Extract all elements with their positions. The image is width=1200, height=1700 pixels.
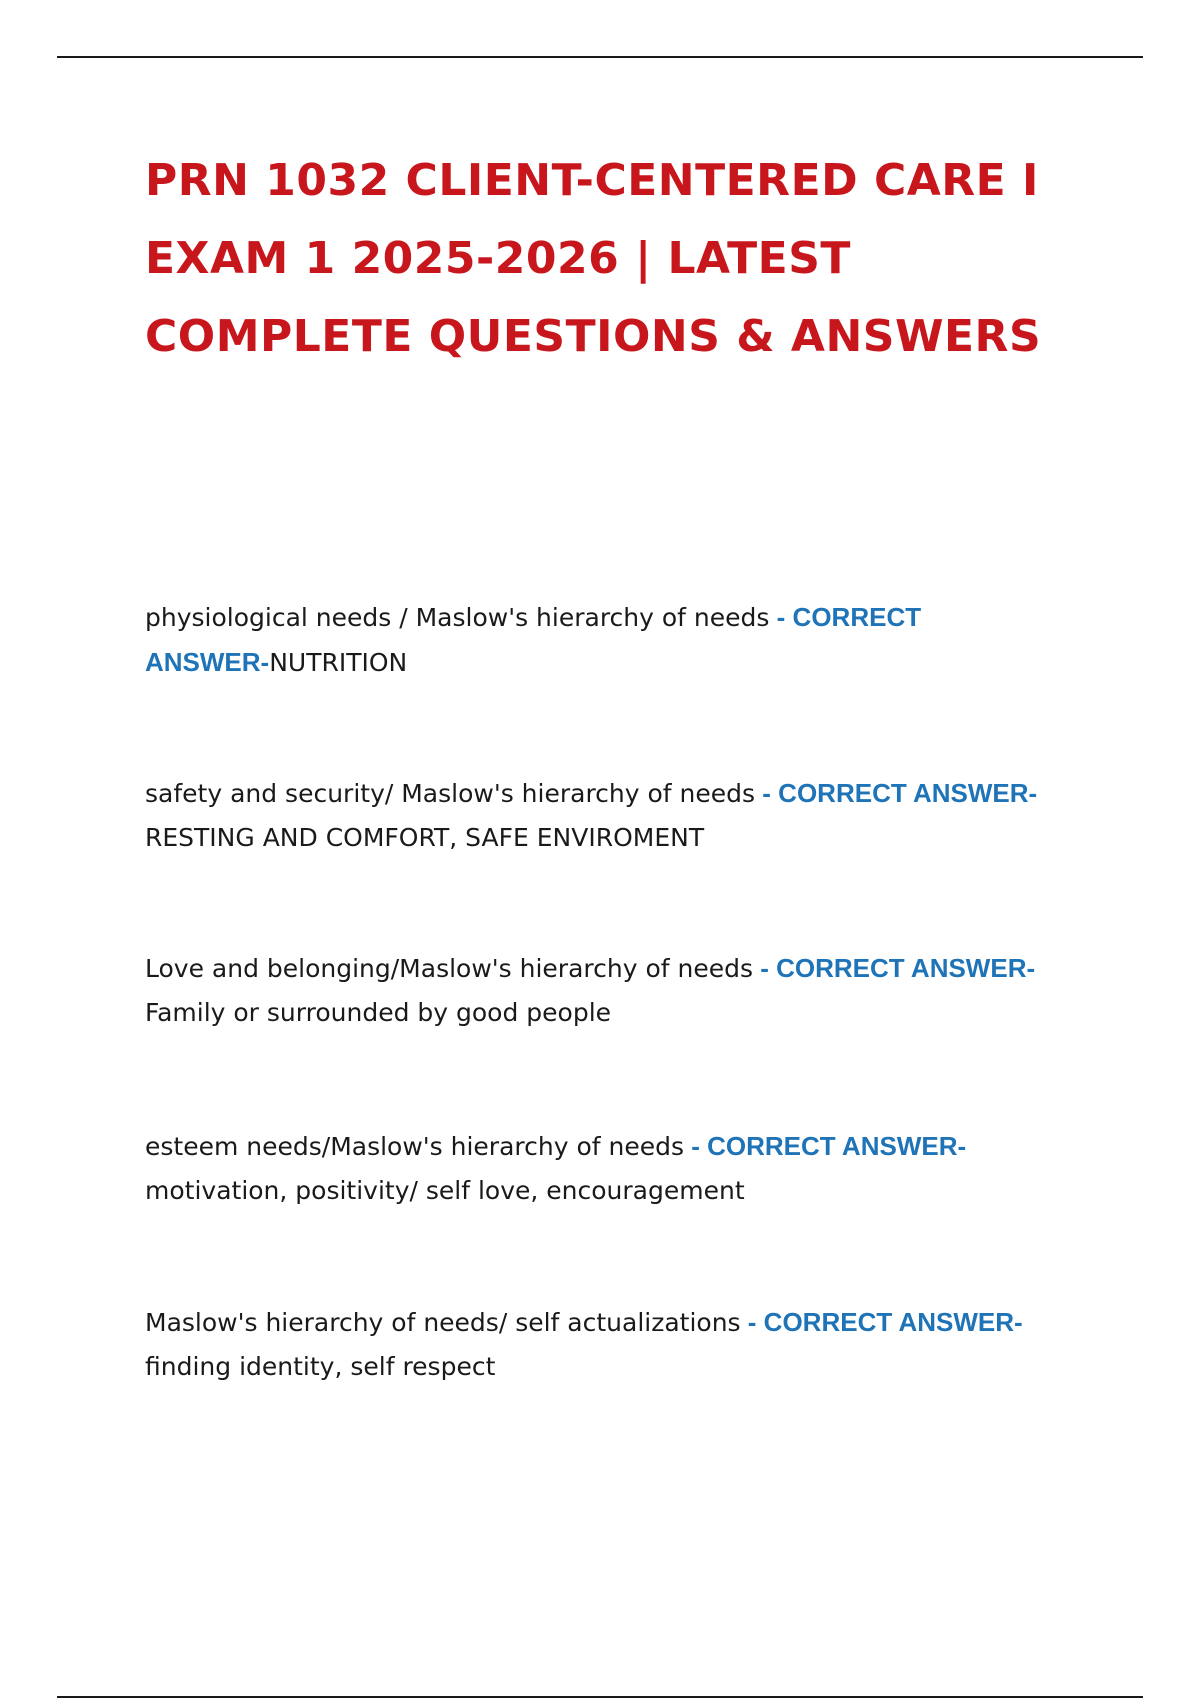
title-line-1: PRN 1032 CLIENT-CENTERED CARE I [145, 155, 1039, 206]
qa-answer: Family or surrounded by good people [145, 998, 612, 1027]
qa-answer: motivation, positivity/ self love, encouragement [145, 1176, 745, 1205]
qa-question: safety and security/ Maslow's hierarchy of needs [145, 779, 756, 808]
qa-item-4 [145, 1124, 1045, 1213]
correct-answer-marker: - CORRECT ANSWER- [740, 1307, 1023, 1337]
qa-question: physiological needs / Maslow's hierarchy of needs [145, 603, 770, 632]
qa-item-3 [145, 946, 1045, 1035]
qa-question: Love and belonging/Maslow's hierarchy of needs [145, 954, 753, 983]
correct-answer-marker: - CORRECT ANSWER- [145, 602, 922, 677]
qa-answer: RESTING AND COMFORT, SAFE ENVIROMENT [145, 823, 705, 852]
document-title [145, 142, 1105, 376]
qa-item-5 [145, 1300, 1045, 1389]
title-line-3: COMPLETE QUESTIONS & ANSWERS [145, 311, 1042, 362]
qa-item-2 [145, 771, 1045, 860]
qa-answer: finding identity, self respect [145, 1352, 496, 1381]
correct-answer-marker: - CORRECT ANSWER- [684, 1131, 967, 1161]
bottom-rule [57, 1696, 1143, 1698]
qa-question: esteem needs/Maslow's hierarchy of needs [145, 1132, 685, 1161]
qa-answer: NUTRITION [269, 648, 408, 677]
title-line-2: EXAM 1 2025-2026 | LATEST [145, 233, 851, 284]
top-rule [57, 56, 1143, 58]
correct-answer-marker: - CORRECT ANSWER- [753, 953, 1036, 983]
correct-answer-marker: - CORRECT ANSWER- [755, 778, 1038, 808]
qa-item-1 [145, 595, 1045, 685]
qa-question: Maslow's hierarchy of needs/ self actualizations [145, 1308, 741, 1337]
